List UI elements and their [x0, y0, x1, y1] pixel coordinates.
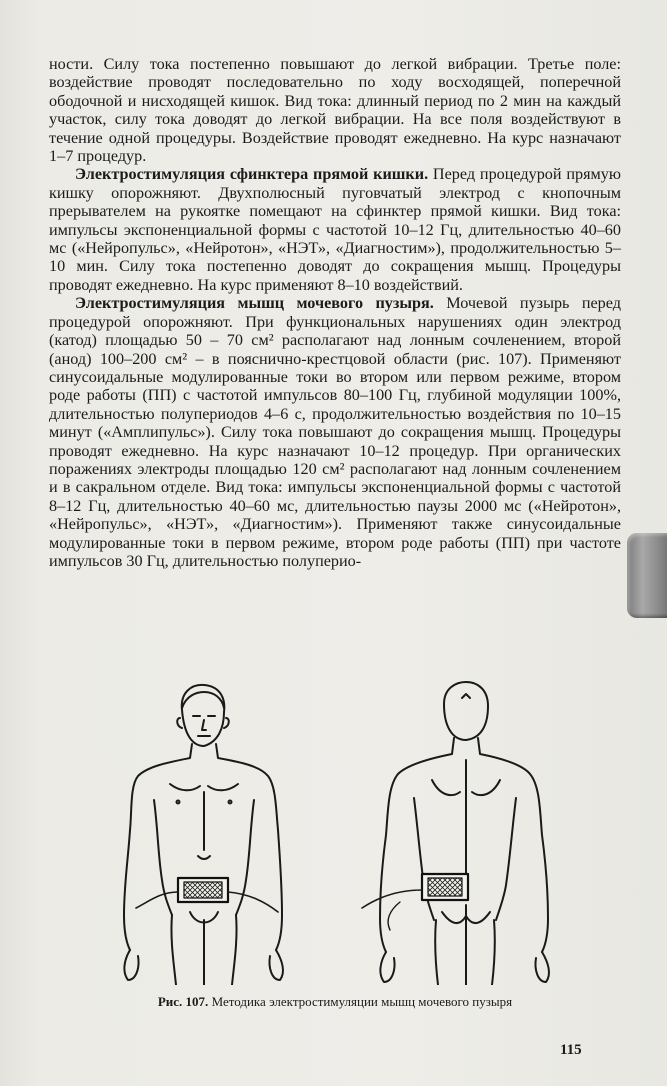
- figure-caption-label: Рис. 107.: [157, 994, 209, 1009]
- back-body-figure: [380, 682, 549, 985]
- page-number: 115: [560, 1042, 582, 1058]
- figure-caption-text: Методика электростимуляции мышц мочевого пузыря: [208, 994, 513, 1009]
- thumb-index-tab: [627, 533, 667, 618]
- paragraph-1: ности. Силу тока постепенно повышают до легкой вибрации. Третье поле: воздействие проводят последовательно по ходу восходящей, поперечной ободочной и нисходящей кишок. Вид тока: длинный период по 2 мин на каждый участок, силу тока доводят до легкой вибрации. На все поля воздействуют в течение одной процедуры. Воздействие проводят ежедневно. На курс назначают 1–7 процедур.: [49, 55, 621, 166]
- paragraph-3: [49, 294, 621, 570]
- figure-caption: [49, 994, 621, 1010]
- figure-107-illustration: [100, 680, 570, 985]
- paragraph-3-heading: Электростимуляция мышц мочевого пузыря.: [75, 294, 434, 313]
- paragraph-2-body: Перед процедурой прямую кишку опорожняют. Двухполюсный пуговчатый электрод с кнопочным прерывателем на рукоятке помещают на сфинктер прямой кишки. Вид тока: импульсы экспоненциальной формы с частотой 10–12 Гц, длительностью 40–60 мс («Нейропульс», «Нейротон», «НЭТ», «Диагностим»), продолжительностью 5–10 мин. Силу тока постепенно доводят до сокращения мышц. Процедуры проводят ежедневно. На курс применяют 8–10 воздействий.: [49, 165, 621, 294]
- paragraph-2: [49, 165, 621, 294]
- paragraph-3-body: Мочевой пузырь перед процедурой опорожняют. При функциональных нарушениях один электрод (катод) площадью 50 – 70 см² располагают над лонным сочленением, второй (анод) 100–200 см² – в пояснично-крестцовой области (рис. 107). Применяют синусоидальные модулированные токи во втором или первом режиме, втором роде работы (ПП) с частотой импульсов 80–100 Гц, глубиной модуляции 100%, длительностью полупериодов 4–6 с, продолжительностью воздействия по 10–15 минут («Амплипульс»). Силу тока повышают до сокращения мышц. Процедуры проводят ежедневно. На курс назначают 10–12 процедур. При органических поражениях электроды площадью 120 см² располагают над лонным сочленением и в сакральном отделе. Вид тока: импульсы экспоненциальной формы с частотой 8–12 Гц, длительностью 40–60 мс, длительностью паузы 2000 мс («Нейротон», «Нейропульс», «НЭТ», «Диагностим»). Применяют также синусоидальные модулированные токи в первом режиме, втором роде работы (ПП) при частоте импульсов 30 Гц, длительностью полуперио-: [49, 294, 621, 570]
- paragraph-2-heading: Электростимуляция сфинктера прямой кишки.: [75, 165, 429, 184]
- front-body-figure: [124, 685, 283, 985]
- body-text: [49, 55, 621, 570]
